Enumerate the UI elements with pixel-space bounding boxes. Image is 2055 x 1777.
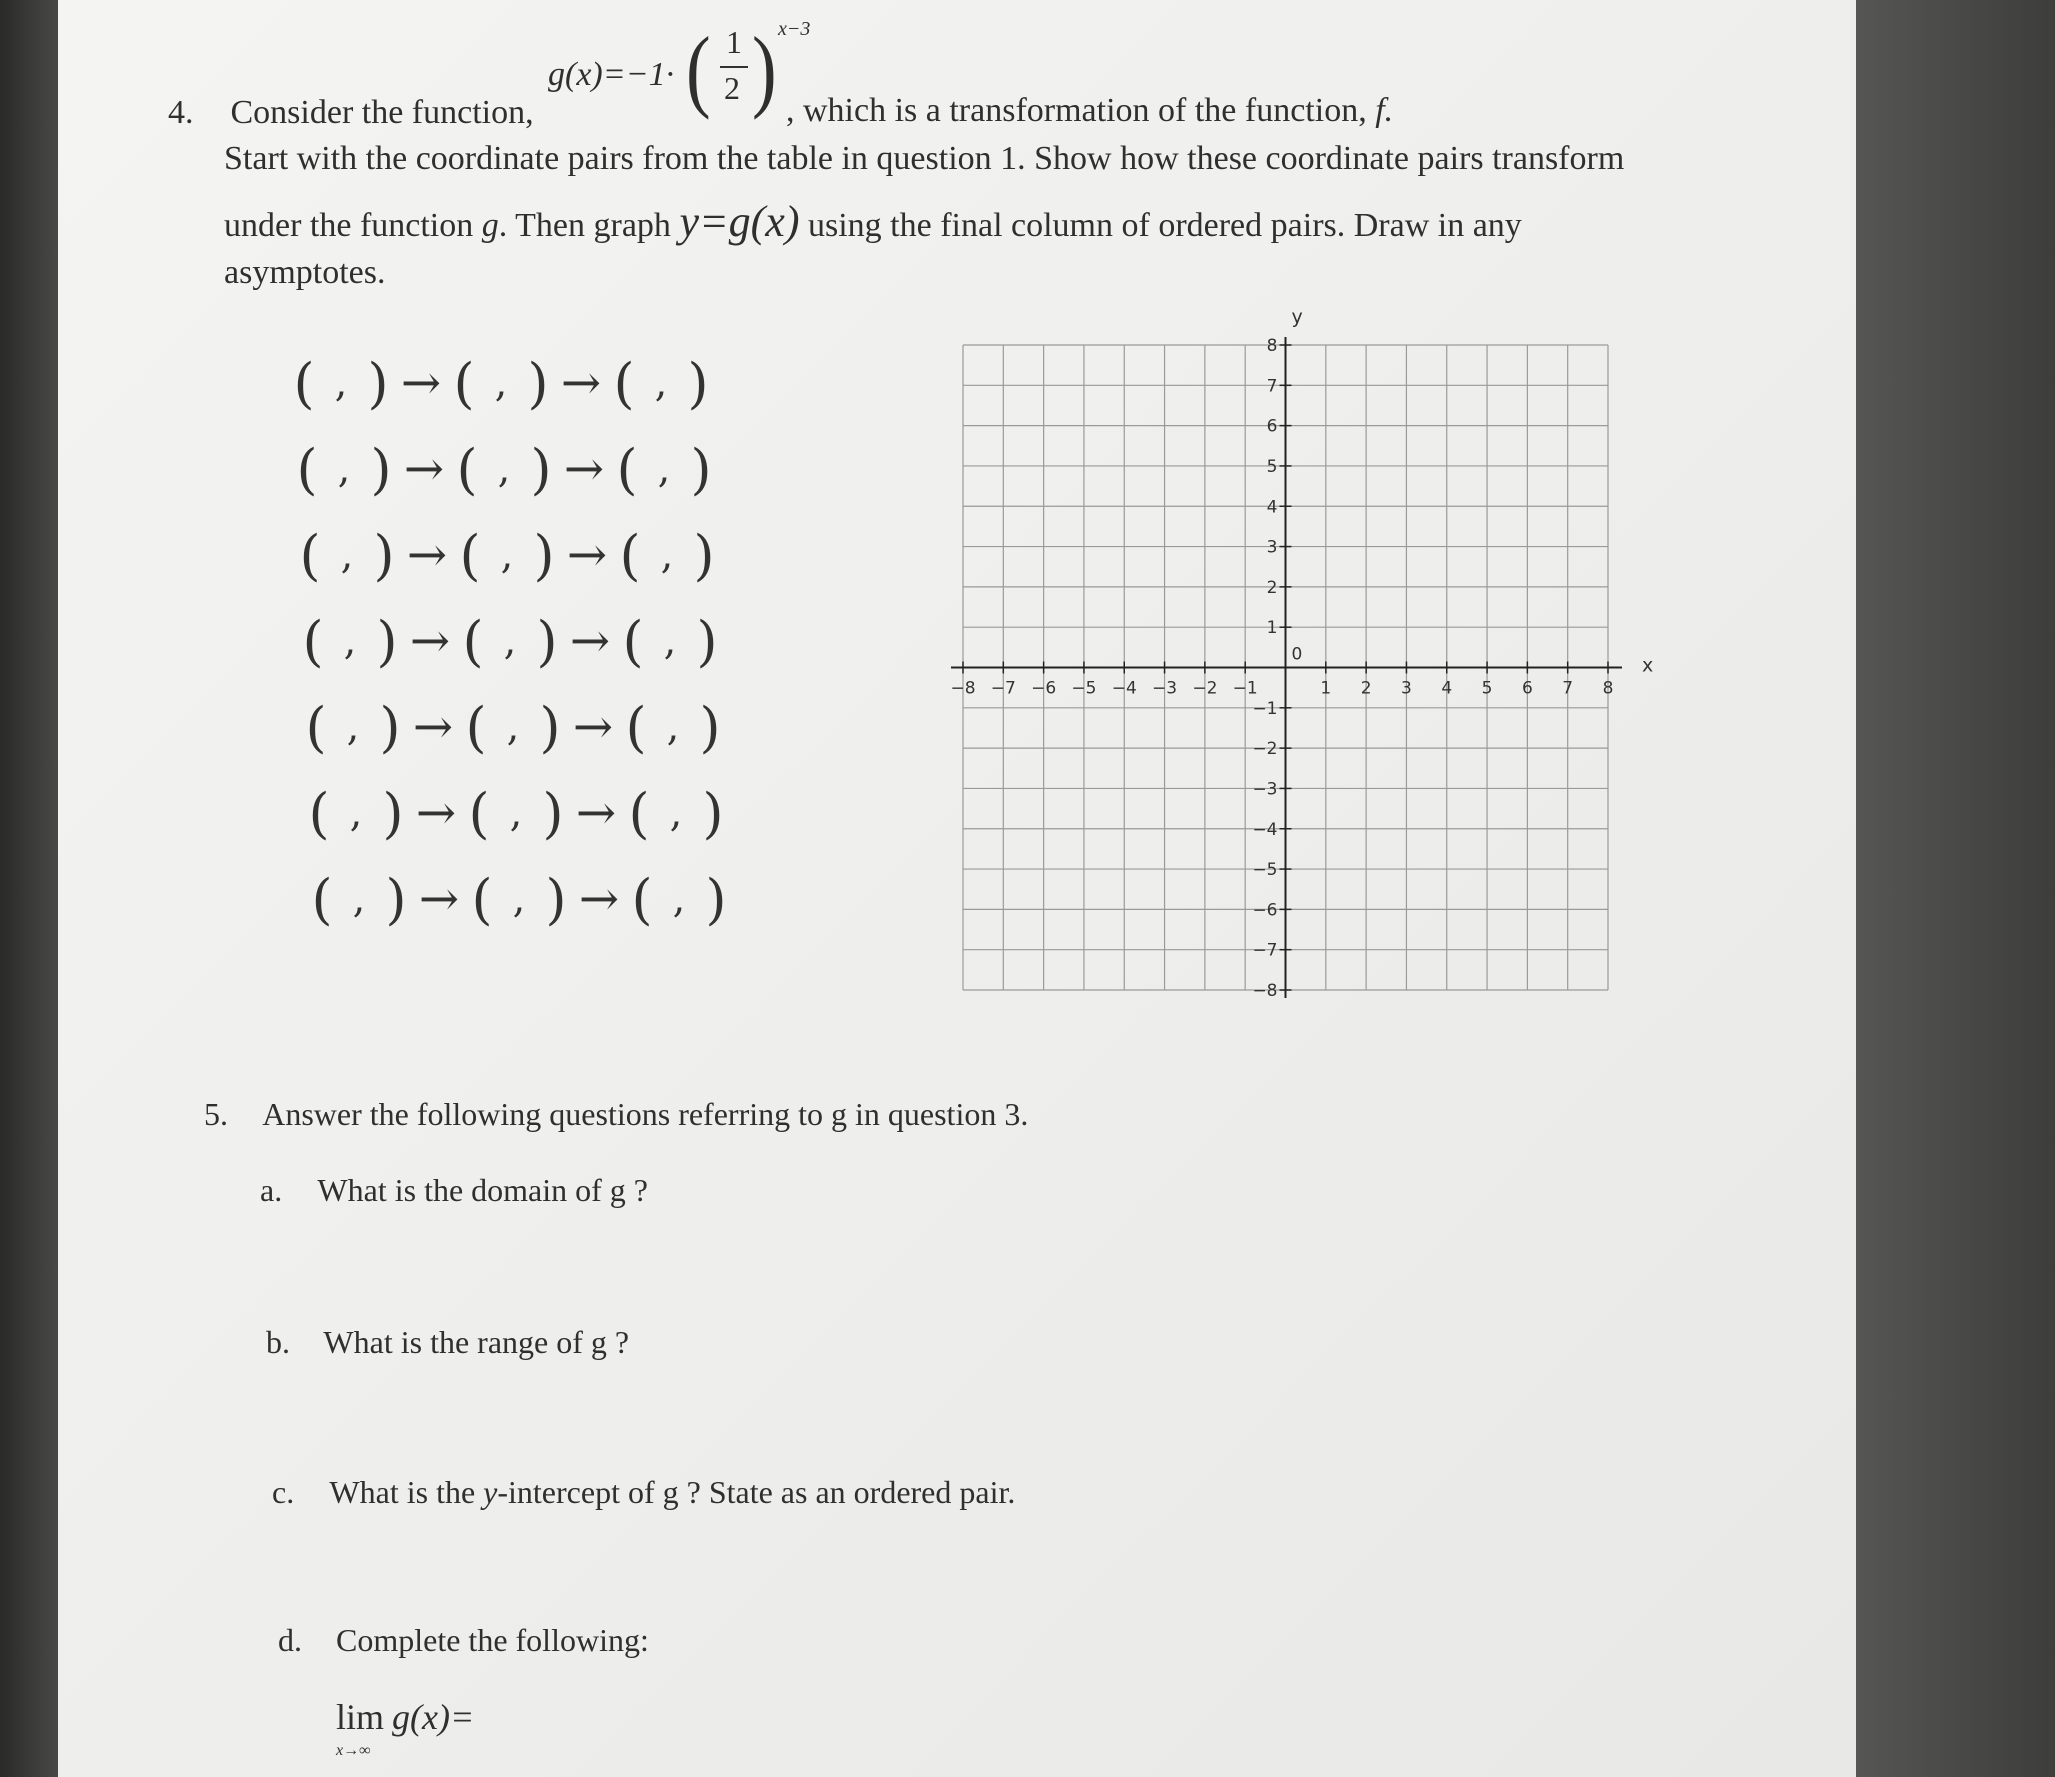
open-paren: ( [299,523,321,587]
question-a-letter: a. [260,1172,283,1208]
open-paren: ( [616,437,638,501]
close-paren: ) [699,695,721,759]
comma: , [343,618,357,664]
right-big-paren: ) [752,18,777,122]
close-paren: ) [545,867,567,931]
problem5-intro [204,1096,1028,1133]
open-paren: ( [619,523,641,587]
x-tick-label: 6 [1521,678,1533,699]
y-tick-label: 5 [1266,456,1278,477]
ordered-pair-row [302,684,730,770]
limit-expression [336,1696,475,1759]
close-paren: ) [530,437,552,501]
line3-part-b: . Then graph [498,207,671,244]
comma: , [500,532,514,578]
comma: , [337,446,351,492]
question-a-text: What is the domain of g ? [317,1172,648,1208]
close-paren: ) [527,351,549,415]
line3-g: g [481,207,499,244]
y-tick-label: 7 [1266,376,1278,397]
question-b-letter: b. [266,1324,290,1360]
open-paren: ( [308,781,330,845]
question-d-text: Complete the following: [336,1622,649,1658]
close-paren: ) [382,781,404,845]
open-paren: ( [311,867,333,931]
open-paren: ( [296,437,318,501]
arrow-icon: → [572,699,614,755]
comma: , [657,446,671,492]
problem4-lead: Consider the function, [230,94,534,131]
monitor-bezel-right [1852,0,2055,1777]
arrow-icon: → [409,613,451,669]
limit-subscript: x→∞ [336,1742,371,1759]
open-paren: ( [305,695,327,759]
problem5-number: 5. [204,1096,228,1132]
x-tick-label: 1 [1320,678,1332,699]
x-tick-label: −3 [1152,678,1178,699]
comma: , [334,360,348,406]
function-lhs: g(x)=−1· [548,56,675,93]
problem4-line3 [224,196,1522,247]
arrow-icon: → [569,613,611,669]
question-c-text-1: What is the [329,1474,476,1510]
problem5-intro-text: Answer the following questions referring to g in question 3. [262,1096,1029,1132]
y-tick-label: 8 [1266,336,1278,356]
x-tick-label: −8 [950,678,976,699]
comma: , [340,532,354,578]
comma: , [672,876,686,922]
question-d [278,1622,649,1659]
ordered-pair-row [296,512,730,598]
problem4-after-function: , which is a transformation of the function, [786,92,1367,129]
problem4-number: 4. [168,94,194,131]
limit-word: lim [336,1697,385,1737]
x-axis-label: x [1642,654,1654,677]
open-paren: ( [459,523,481,587]
question-c-text-y: y [483,1474,498,1510]
ordered-pair-row [308,856,730,942]
comma: , [497,446,511,492]
fraction-denominator: 2 [724,70,740,106]
y-tick-label: −8 [1252,981,1278,1001]
worksheet-page [58,0,1856,1777]
open-paren: ( [456,437,478,501]
y-tick-label: −1 [1252,698,1278,719]
close-paren: ) [696,609,718,673]
arrow-icon: → [563,441,605,497]
open-paren: ( [293,351,315,415]
line3-part-a: under the function [224,207,474,244]
comma: , [512,876,526,922]
problem4-line4: asymptotes. [224,254,386,291]
comma: , [660,532,674,578]
arrow-icon: → [406,527,448,583]
x-tick-label: −4 [1111,678,1137,699]
x-tick-label: −2 [1192,678,1218,699]
limit-function: g(x)= [392,1697,475,1737]
coordinate-grid [938,300,1658,1040]
arrow-icon: → [575,785,617,841]
y-tick-label: 1 [1266,618,1278,639]
open-paren: ( [622,609,644,673]
comma: , [654,360,668,406]
open-paren: ( [628,781,650,845]
y-tick-label: −5 [1252,860,1278,881]
close-paren: ) [367,351,389,415]
open-paren: ( [468,781,490,845]
comma: , [503,618,517,664]
graph-expression: y=g(x) [679,197,800,246]
x-tick-label: 5 [1481,678,1493,699]
problem4-line2: Start with the coordinate pairs from the table in question 1. Show how these coordinate pairs transform [224,140,1625,177]
open-paren: ( [302,609,324,673]
y-tick-label: −4 [1252,819,1278,840]
open-paren: ( [631,867,653,931]
y-tick-label: −7 [1252,940,1278,961]
y-tick-label: −6 [1252,900,1278,921]
close-paren: ) [690,437,712,501]
ordered-pair-row [290,340,730,426]
comma: , [506,704,520,750]
open-paren: ( [613,351,635,415]
close-paren: ) [376,609,398,673]
x-tick-label: −5 [1071,678,1097,699]
x-tick-label: −6 [1031,678,1057,699]
coordinate-grid-svg [938,300,1658,1040]
open-paren: ( [625,695,647,759]
y-axis-label: y [1291,306,1303,328]
close-paren: ) [385,867,407,931]
y-tick-label: 4 [1266,497,1278,518]
close-paren: ) [539,695,561,759]
x-tick-label: 7 [1562,678,1574,699]
question-d-letter: d. [278,1622,302,1658]
origin-label: 0 [1291,644,1303,665]
close-paren: ) [536,609,558,673]
open-paren: ( [465,695,487,759]
arrow-icon: → [400,355,442,411]
comma: , [352,876,366,922]
ordered-pair-row [299,598,730,684]
fraction-bar [720,66,748,68]
x-tick-label: 8 [1602,678,1614,699]
close-paren: ) [373,523,395,587]
problem4-line1 [168,94,534,132]
question-b [266,1324,629,1361]
comma: , [663,618,677,664]
line3-part-c: using the final column of ordered pairs. Draw in any [808,207,1522,244]
arrow-icon: → [578,871,620,927]
close-paren: ) [542,781,564,845]
x-tick-label: −7 [990,678,1016,699]
problem4-line1-tail [786,92,1393,130]
y-tick-label: 6 [1266,416,1278,437]
question-c-letter: c. [272,1474,295,1510]
comma: , [346,704,360,750]
ordered-pair-rows [290,340,730,942]
open-paren: ( [462,609,484,673]
comma: , [669,790,683,836]
arrow-icon: → [412,699,454,755]
question-a [260,1172,648,1209]
question-c [272,1474,1015,1511]
close-paren: ) [705,867,727,931]
arrow-icon: → [403,441,445,497]
close-paren: ) [687,351,709,415]
comma: , [494,360,508,406]
left-big-paren: ( [686,18,711,122]
open-paren: ( [453,351,475,415]
question-b-text: What is the range of g ? [323,1324,630,1360]
comma: , [349,790,363,836]
ordered-pair-row [293,426,730,512]
arrow-icon: → [566,527,608,583]
close-paren: ) [379,695,401,759]
open-paren: ( [471,867,493,931]
close-paren: ) [693,523,715,587]
y-tick-label: −2 [1252,739,1278,760]
comma: , [666,704,680,750]
y-tick-label: −3 [1252,779,1278,800]
x-tick-label: 2 [1360,678,1372,699]
function-exponent: x−3 [778,18,811,40]
x-tick-label: 3 [1401,678,1412,699]
y-tick-label: 2 [1266,577,1278,598]
arrow-icon: → [418,871,460,927]
close-paren: ) [702,781,724,845]
question-c-text-2: -intercept of g ? State as an ordered pair. [497,1474,1016,1510]
f-name: f. [1375,92,1394,129]
fraction-numerator: 1 [726,24,742,60]
close-paren: ) [533,523,555,587]
close-paren: ) [370,437,392,501]
monitor-bezel-left [0,0,62,1777]
arrow-icon: → [415,785,457,841]
arrow-icon: → [560,355,602,411]
x-tick-label: −1 [1232,678,1258,699]
comma: , [509,790,523,836]
ordered-pair-row [305,770,730,856]
x-tick-label: 4 [1441,678,1453,699]
y-tick-label: 3 [1266,537,1278,558]
